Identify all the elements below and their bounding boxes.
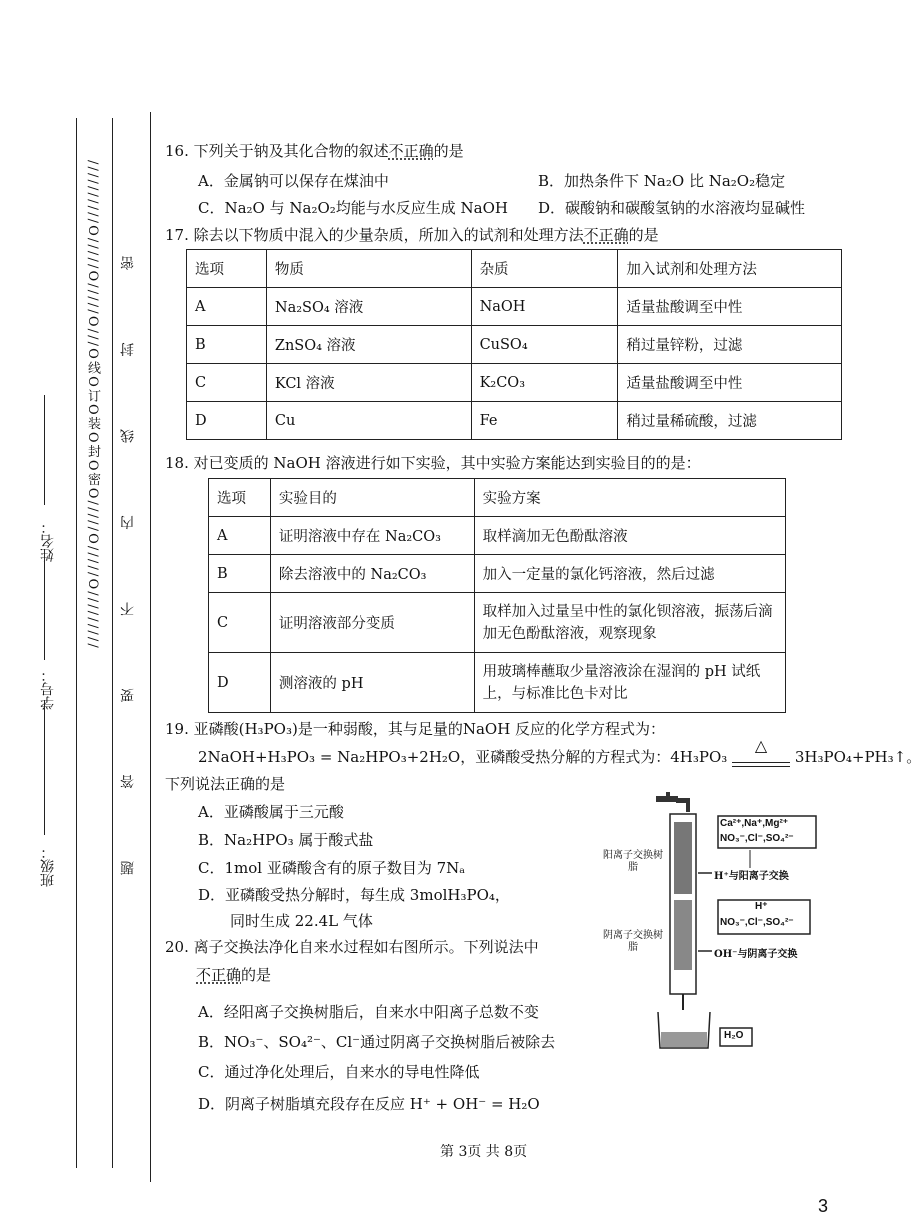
table-cell: 取样滴加无色酚酞溶液 (474, 517, 785, 555)
mid-anions: NO₃⁻,Cl⁻,SO₄²⁻ (720, 917, 794, 928)
seal-note: 题 答 要 不 内 线 封 密 (120, 221, 136, 875)
table-cell: NaOH (471, 288, 618, 326)
table-row (209, 517, 786, 555)
question-18-stem: 18. 对已变质的 NaOH 溶液进行如下实验，其中实验方案能达到实验目的的是： (165, 454, 701, 472)
page-number: 3 (818, 1196, 829, 1216)
reaction-arrow (732, 736, 790, 767)
q16-option-d: D．碳酸钠和碳酸氢钠的水溶液均显碱性 (538, 199, 806, 217)
q18-header-cell: 实验方案 (474, 479, 785, 517)
table-cell: D (209, 653, 271, 713)
q18-header-cell: 选项 (209, 479, 271, 517)
q17-stem-text: 17. 除去以下物质中混入的少量杂质，所加入的试剂和处理方法 (165, 226, 584, 244)
q17-table (186, 249, 842, 440)
table-cell: 用玻璃棒蘸取少量溶液涂在湿润的 pH 试纸上，与标准比色卡对比 (474, 653, 785, 713)
ion-exchange-figure (600, 788, 830, 1056)
table-cell: 取样加入过量呈中性的氯化钡溶液，振荡后滴加无色酚酞溶液，观察现象 (474, 593, 785, 653)
table-cell: 证明溶液中存在 Na₂CO₃ (270, 517, 474, 555)
q20-option-b: B．NO₃⁻、SO₄²⁻、Cl⁻通过阴离子交换树脂后被除去 (198, 1033, 556, 1051)
margin-line-inner (112, 118, 113, 1168)
page-indicator: 第 3页 共 8页 (440, 1144, 528, 1160)
class-field-line (44, 700, 45, 835)
table-row (209, 653, 786, 713)
margin-line-content (150, 112, 151, 1182)
q19-option-b: B．Na₂HPO₃ 属于酸式盐 (198, 831, 374, 849)
q16-option-b: B．加热条件下 Na₂O 比 Na₂O₂稳定 (538, 172, 786, 190)
q19-equation-part2: 3H₃PO₄+PH₃↑。 (794, 748, 921, 766)
mid-cation: H⁺ (755, 901, 768, 912)
table-row (187, 326, 842, 364)
table-row (187, 364, 842, 402)
table-cell: C (209, 593, 271, 653)
table-cell: 适量盐酸调至中性 (618, 288, 842, 326)
table-cell: CuSO₄ (471, 326, 618, 364)
q20-option-c: C．通过净化处理后，自来水的导电性降低 (198, 1063, 480, 1081)
q19-option-c: C．1mol 亚磷酸含有的原子数目为 7Nₐ (198, 859, 466, 877)
q19-equation-part1: 2NaOH+H₃PO₃ = Na₂HPO₃+2H₂O，亚磷酸受热分解的方程式为：4H₃PO₃ (198, 748, 728, 766)
table-cell: 加入一定量的氯化钙溶液，然后过滤 (474, 555, 785, 593)
table-cell: ZnSO₄ 溶液 (266, 326, 471, 364)
table-cell: A (187, 288, 267, 326)
table-cell: B (187, 326, 267, 364)
question-20-stem-line1: 20. 离子交换法净化自来水过程如右图所示。下列说法中 (165, 938, 539, 956)
q16-stem-end: 的是 (433, 142, 464, 160)
table-row (209, 593, 786, 653)
heat-condition: △ (754, 736, 768, 755)
question-16-stem (165, 140, 464, 161)
table-cell: K₂CO₃ (471, 364, 618, 402)
feed-anions: NO₃⁻,Cl⁻,SO₄²⁻ (720, 833, 794, 844)
q18-table (208, 478, 786, 713)
q20-stem-end: 的是 (241, 966, 272, 984)
q20-option-d: D．阴离子树脂填充段存在反应 H⁺ + OH⁻ = H₂O (198, 1095, 540, 1113)
id-field-line (44, 560, 45, 660)
q16-option-c: C．Na₂O 与 Na₂O₂均能与水反应生成 NaOH (198, 199, 508, 217)
cation-exchange-note: H⁺与阳离子交换 (714, 871, 789, 882)
table-cell: Na₂SO₄ 溶液 (266, 288, 471, 326)
q20-option-a: A．经阳离子交换树脂后，自来水中阳离子总数不变 (198, 1003, 539, 1021)
name-label: 姓名： (40, 520, 56, 562)
q16-emphasis: 不正确 (388, 142, 434, 160)
seal-line-text: / / / / / / / / / / O / / / / / O / / / / / O / / / O 线 O 订 O 装 O 封 O 密 O / / / / / O / / / / / O / / / / / / / / / (85, 160, 100, 647)
table-cell: Cu (266, 402, 471, 440)
question-19-stem: 19. 亚磷酸(H₃PO₃)是一种弱酸，其与足量的NaOH 反应的化学方程式为： (165, 720, 666, 738)
class-label: 班级： (40, 845, 56, 887)
table-cell: 稍过量稀硫酸，过滤 (618, 402, 842, 440)
q17-header-cell: 物质 (266, 250, 471, 288)
q17-header-cell: 杂质 (471, 250, 618, 288)
table-row (209, 555, 786, 593)
table-cell: Fe (471, 402, 618, 440)
q17-header-row (187, 250, 842, 288)
q17-header-cell: 加入试剂和处理方法 (618, 250, 842, 288)
table-cell: 稍过量锌粉，过滤 (618, 326, 842, 364)
q16-stem-text: 16. 下列关于钠及其化合物的叙述 (165, 142, 389, 160)
table-cell: 除去溶液中的 Na₂CO₃ (270, 555, 474, 593)
q16-option-a: A．金属钠可以保存在煤油中 (198, 172, 389, 190)
q19-option-d-line2: 同时生成 22.4L 气体 (230, 912, 373, 930)
feed-cations: Ca²⁺,Na⁺,Mg²⁺ (720, 818, 789, 829)
q19-option-d-line1: D．亚磷酸受热分解时，每生成 3molH₃PO₄， (198, 886, 510, 904)
q17-stem-end: 的是 (628, 226, 659, 244)
margin-line-outer (76, 118, 77, 1168)
table-cell: 适量盐酸调至中性 (618, 364, 842, 402)
table-cell: B (209, 555, 271, 593)
table-cell: KCl 溶液 (266, 364, 471, 402)
q17-header-cell: 选项 (187, 250, 267, 288)
question-17-stem (165, 224, 659, 245)
name-field-line (44, 395, 45, 505)
q18-header-row (209, 479, 786, 517)
table-cell: C (187, 364, 267, 402)
table-row (187, 402, 842, 440)
anion-exchange-note: OH⁻与阴离子交换 (714, 949, 798, 960)
cation-resin-label: 阳离子交换树脂 (603, 850, 663, 873)
q19-ask: 下列说法正确的是 (165, 775, 286, 793)
table-cell: A (209, 517, 271, 555)
ion-exchange-diagram (600, 788, 830, 1056)
q19-equation (198, 736, 921, 767)
table-cell: 测溶液的 pH (270, 653, 474, 713)
id-label: 学号： (40, 668, 56, 710)
q18-header-cell: 实验目的 (270, 479, 474, 517)
question-20-stem-line2 (196, 964, 271, 985)
table-row (187, 288, 842, 326)
output-water: H₂O (724, 1030, 744, 1041)
table-cell: D (187, 402, 267, 440)
table-cell: 证明溶液部分变质 (270, 593, 474, 653)
q19-option-a: A．亚磷酸属于三元酸 (198, 803, 344, 821)
q20-emphasis: 不正确 (196, 966, 242, 984)
anion-resin-label: 阴离子交换树脂 (603, 930, 663, 953)
q17-emphasis: 不正确 (583, 226, 629, 244)
equals-bar (732, 762, 790, 767)
